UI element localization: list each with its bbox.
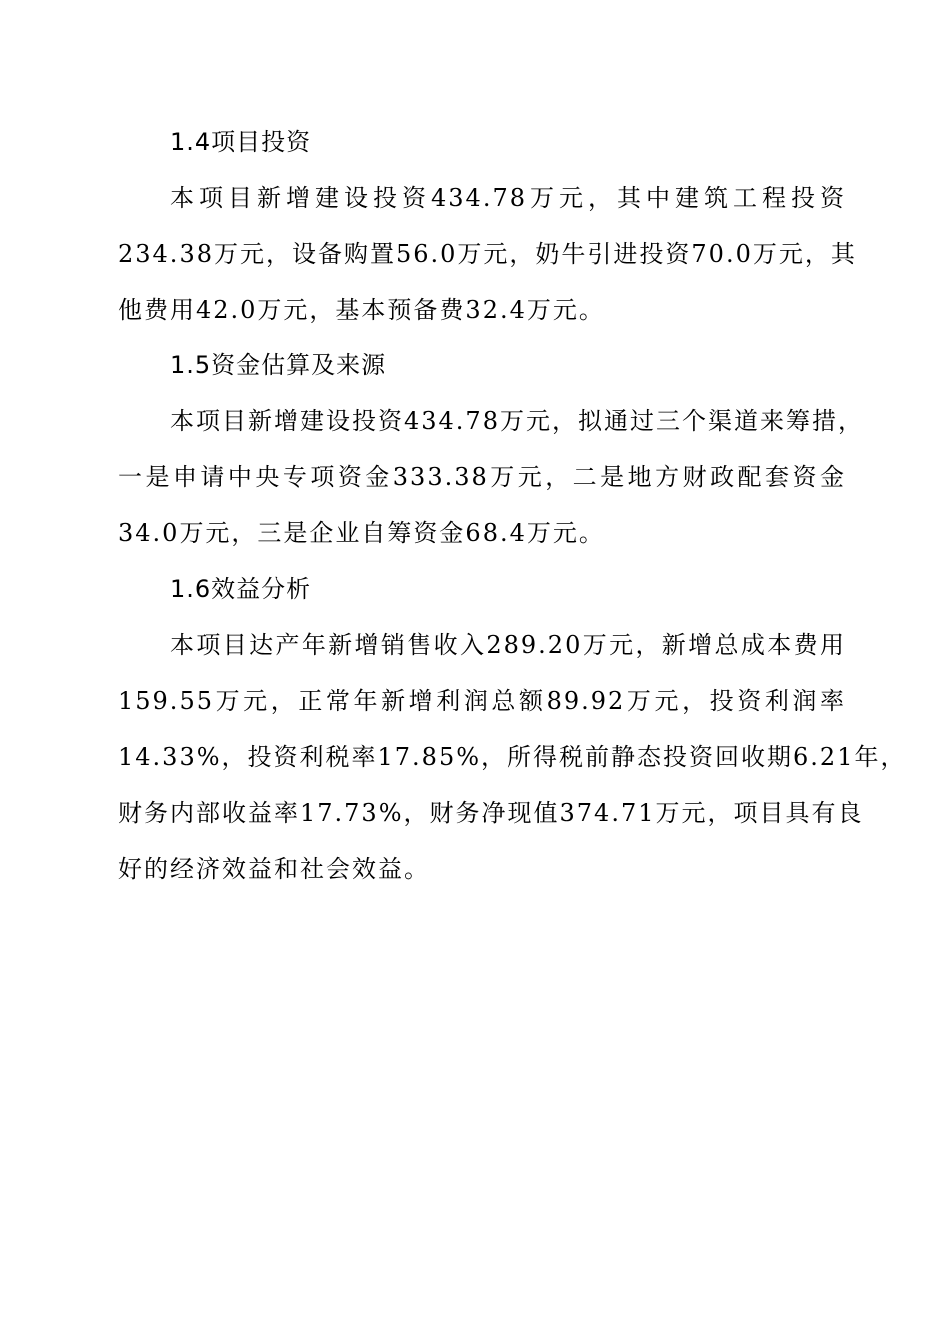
paragraph-line: 159.55万元，正常年新增利润总额89.92万元，投资利润率	[118, 687, 846, 715]
section-funding-sources	[118, 351, 864, 561]
paragraph-line: 本项目新增建设投资434.78万元，其中建筑工程投资	[170, 184, 846, 212]
section-heading: 1.6效益分析	[170, 575, 312, 603]
paragraph-line: 一是申请中央专项资金333.38万元，二是地方财政配套资金	[118, 463, 846, 491]
section-project-investment	[118, 128, 857, 338]
paragraph-line: 234.38万元，设备购置56.0万元，奶牛引进投资70.0万元，其	[118, 240, 857, 268]
paragraph-line: 本项目新增建设投资434.78万元，拟通过三个渠道来筹措，	[170, 407, 864, 435]
paragraph-line: 财务内部收益率17.73%，财务净现值374.71万元，项目具有良	[118, 799, 864, 827]
paragraph-line: 34.0万元，三是企业自筹资金68.4万元。	[118, 519, 605, 547]
section-benefit-analysis	[118, 575, 907, 897]
section-heading: 1.5资金估算及来源	[170, 351, 387, 379]
section-paragraph	[118, 170, 857, 338]
paragraph-line: 本项目达产年新增销售收入289.20万元，新增总成本费用	[170, 631, 846, 659]
section-paragraph	[118, 617, 907, 897]
section-paragraph	[118, 393, 864, 561]
section-heading: 1.4项目投资	[170, 128, 312, 156]
paragraph-line: 好的经济效益和社会效益。	[118, 855, 430, 883]
paragraph-line: 他费用42.0万元，基本预备费32.4万元。	[118, 296, 605, 324]
paragraph-line: 14.33%，投资利税率17.85%，所得税前静态投资回收期6.21年，	[118, 743, 907, 771]
